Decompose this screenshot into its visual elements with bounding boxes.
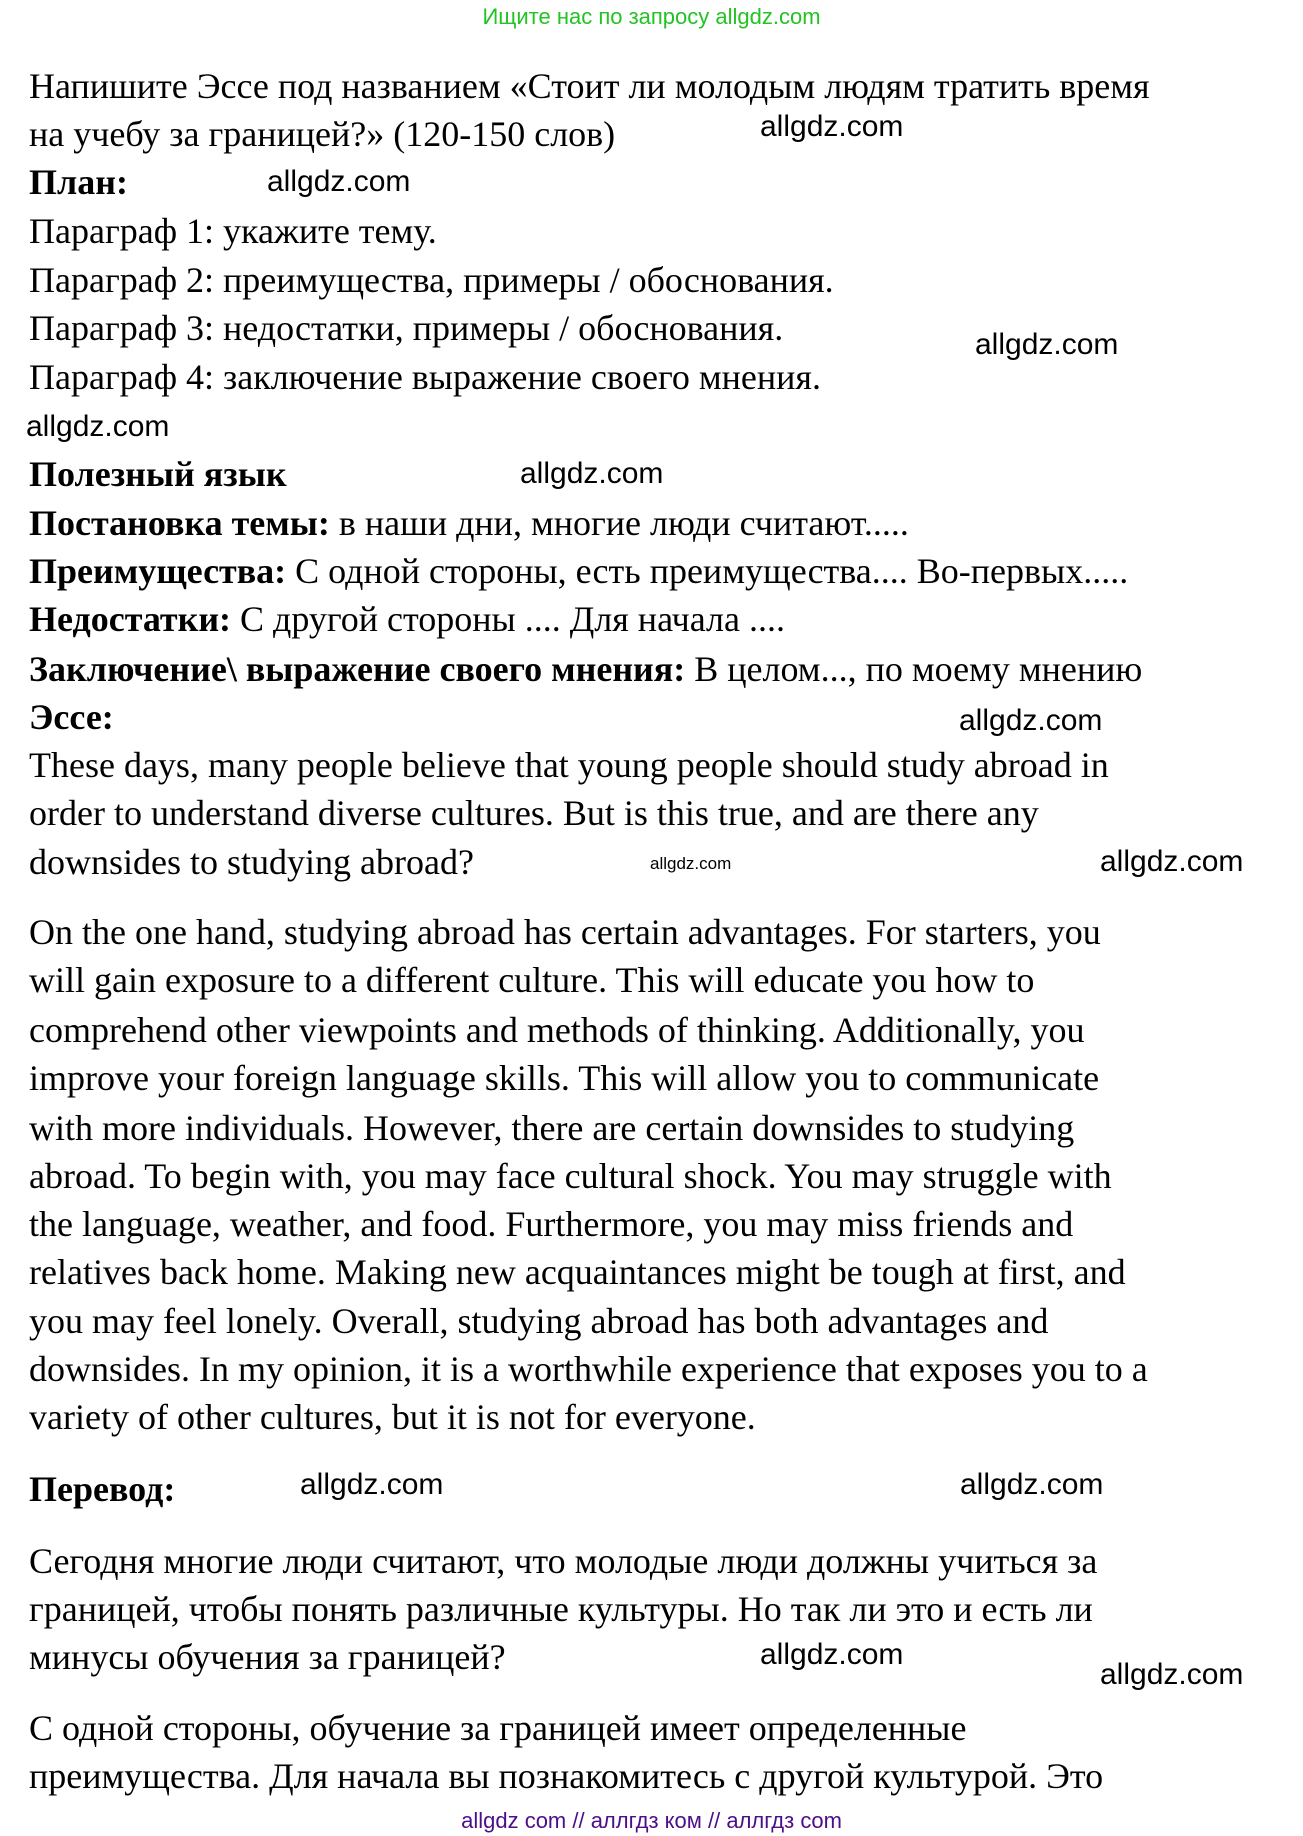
text-line [29,112,615,156]
text-line [29,1635,506,1679]
bold-label: Эссе: [29,697,114,737]
text-line [29,1154,1112,1198]
line-text: comprehend other viewpoints and methods of thinking. Additionally, you [29,1010,1085,1050]
line-text: преимущества. Для начала вы познакомитесь с другой культурой. Это [29,1756,1104,1796]
site-footer: allgdz com // аллгдз ком // аллгдз com [461,1808,842,1833]
bold-label: План: [29,162,128,202]
bold-label: Недостатки: [29,599,232,639]
bold-label: Полезный язык [29,454,287,494]
watermark: allgdz.com [1100,1658,1244,1691]
text-line [29,840,474,884]
line-text: relatives back home. Making new acquaintances might be tough at first, and [29,1252,1126,1292]
line-text: границей, чтобы понять различные культуры. Но так ли это и есть ли [29,1589,1093,1629]
text-line [29,1008,1085,1052]
text-line [29,1056,1099,1100]
line-text: order to understand diverse cultures. But is this true, and are there any [29,793,1039,833]
line-text: Параграф 3: недостатки, примеры / обоснования. [29,308,784,348]
line-text: On the one hand, studying abroad has certain advantages. For starters, you [29,912,1101,952]
text-line [29,1347,1148,1391]
line-text: С одной стороны, есть преимущества.... Во-первых..... [286,551,1129,591]
line-text: Напишите Эссе под названием «Стоит ли молодым людям тратить время [29,66,1150,106]
text-line [29,647,1142,691]
text-line [29,1587,1093,1631]
line-text: downsides to studying abroad? [29,842,474,882]
text-line [29,258,834,302]
text-line [29,452,287,496]
text-line [29,910,1101,954]
text-line [29,597,785,641]
line-text: на учебу за границей?» (120-150 слов) [29,114,616,154]
watermark: allgdz.com [520,457,664,490]
text-line [29,743,1109,787]
watermark: allgdz.com [959,704,1103,737]
text-line [29,1754,1103,1798]
line-text: the language, weather, and food. Furthermore, you may miss friends and [29,1204,1074,1244]
text-line [29,1706,966,1750]
text-line [29,355,821,399]
watermark: allgdz.com [760,110,904,143]
watermark: allgdz.com [650,854,732,873]
line-text: These days, many people believe that young people should study abroad in [29,745,1109,785]
text-line [29,306,783,350]
line-text: в наши дни, многие люди считают..... [329,503,909,543]
line-text: С одной стороны, обучение за границей имеет определенные [29,1708,967,1748]
line-text: С другой стороны .... Для начала .... [231,599,785,639]
text-line [29,209,437,253]
bold-label: Постановка темы: [29,503,330,543]
line-text: improve your foreign language skills. This will allow you to communicate [29,1058,1100,1098]
line-text: Параграф 1: укажите тему. [29,211,437,251]
line-text: downsides. In my opinion, it is a worthwhile experience that exposes you to a [29,1349,1148,1389]
text-line [29,1395,756,1439]
line-text: variety of other cultures, but it is not for everyone. [29,1397,756,1437]
text-line [29,549,1128,593]
text-line [29,695,114,739]
bold-label: Перевод: [29,1469,176,1509]
text-line [29,1299,1048,1343]
line-text: В целом..., по моему мнению [685,649,1143,689]
watermark: allgdz.com [26,410,170,443]
watermark: allgdz.com [300,1468,444,1501]
watermark: allgdz.com [960,1468,1104,1501]
site-banner: Ищите нас по запросу allgdz.com [482,4,821,29]
text-line [29,1539,1097,1583]
text-line [29,958,1034,1002]
line-text: you may feel lonely. Overall, studying abroad has both advantages and [29,1301,1049,1341]
text-line [29,64,1150,108]
line-text: with more individuals. However, there are certain downsides to studying [29,1108,1075,1148]
text-line [29,160,128,204]
text-line [29,1250,1126,1294]
line-text: Параграф 4: заключение выражение своего мнения. [29,357,821,397]
bold-label: Заключение\ выражение своего мнения: [29,649,686,689]
watermark: allgdz.com [760,1638,904,1671]
text-line [29,1202,1073,1246]
bold-label: Преимущества: [29,551,287,591]
text-line [29,1106,1074,1150]
text-line [29,501,909,545]
line-text: Сегодня многие люди считают, что молодые люди должны учиться за [29,1541,1098,1581]
text-line [29,791,1039,835]
text-line [29,1467,175,1511]
line-text: abroad. To begin with, you may face cultural shock. You may struggle with [29,1156,1112,1196]
watermark: allgdz.com [1100,845,1244,878]
line-text: will gain exposure to a different culture. This will educate you how to [29,960,1035,1000]
watermark: allgdz.com [975,328,1119,361]
line-text: Параграф 2: преимущества, примеры / обоснования. [29,260,834,300]
watermark: allgdz.com [267,165,411,198]
line-text: минусы обучения за границей? [29,1637,506,1677]
